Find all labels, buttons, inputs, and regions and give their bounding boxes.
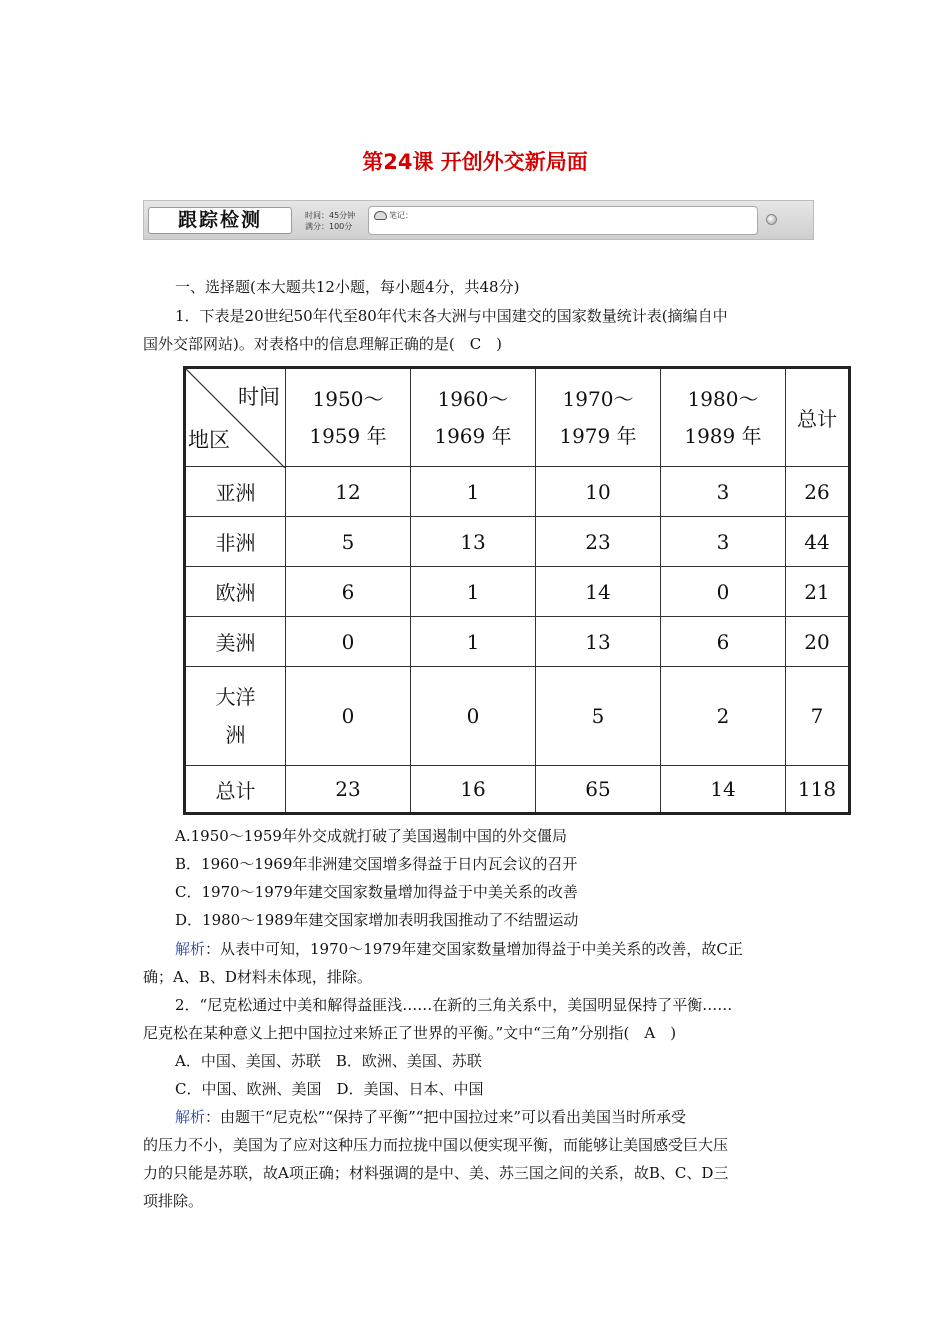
q1-analysis-line1: 解析：从表中可知，1970～1979年建交国家数量增加得益于中美关系的改善，故C正 [175,940,743,958]
q1-option-c: C．1970～1979年建交国家数量增加得益于中美关系的改善 [175,883,578,901]
banner-tag: 跟踪检测 [148,207,292,234]
tracking-banner [143,200,814,240]
q1-stem-line2: 国外交部网站)。对表格中的信息理解正确的是( C ) [143,335,503,353]
period-header: 1980～ 1989 年 [661,368,786,467]
full-score: 满分：100分 [305,222,353,231]
table-row [185,517,850,567]
total-header: 总计 [786,368,850,467]
value-cell: 14 [661,766,786,814]
period-header: 1970～ 1979 年 [536,368,661,467]
banner-meta [305,210,355,232]
value-cell: 14 [536,567,661,617]
value-cell: 3 [661,467,786,517]
analysis-label: 解析 [175,940,206,958]
region-cell: 美洲 [185,617,286,667]
section-heading: 一、选择题(本大题共12小题，每小题4分，共48分) [175,278,520,296]
value-cell: 23 [536,517,661,567]
total-cell: 118 [786,766,850,814]
value-cell: 6 [286,567,411,617]
total-cell: 44 [786,517,850,567]
value-cell: 1 [411,567,536,617]
total-cell: 7 [786,667,850,766]
value-cell: 23 [286,766,411,814]
value-cell: 2 [661,667,786,766]
value-cell: 10 [536,467,661,517]
region-cell: 大洋 洲 [185,667,286,766]
period-header: 1950～ 1959 年 [286,368,411,467]
value-cell: 0 [661,567,786,617]
value-cell: 0 [286,617,411,667]
q2-options-line2: C．中国、欧洲、美国 D．美国、日本、中国 [175,1080,484,1098]
value-cell: 3 [661,517,786,567]
value-cell: 0 [286,667,411,766]
notes-field[interactable] [368,206,758,235]
q2-analysis-line4: 项排除。 [143,1192,204,1210]
value-cell: 13 [411,517,536,567]
table-row [185,467,850,517]
table-row [185,567,850,617]
q2-analysis-line2: 的压力不小，美国为了应对这种压力而拉拢中国以便实现平衡，而能够让美国感受巨大压 [143,1136,729,1154]
region-cell: 欧洲 [185,567,286,617]
value-cell: 1 [411,617,536,667]
value-cell: 6 [661,617,786,667]
period-header: 1960～ 1969 年 [411,368,536,467]
value-cell: 13 [536,617,661,667]
table-row [185,667,850,766]
circle-icon[interactable] [766,214,777,225]
corner-time: 时间 [238,385,280,409]
value-cell: 0 [411,667,536,766]
data-table [183,366,851,815]
q1-stem-line1: 1．下表是20世纪50年代至80年代末各大洲与中国建交的国家数量统计表(摘编自中 [175,307,728,325]
q2-analysis-line1: 解析：由题干“尼克松”“保持了平衡”“把中国拉过来”可以看出美国当时所承受 [175,1108,687,1126]
q2-analysis-line3: 力的只能是苏联，故A项正确；材料强调的是中、美、苏三国之间的关系，故B、C、D三 [143,1164,729,1182]
cloud-icon [374,211,387,220]
table-row [185,617,850,667]
notes-label: 笔记： [389,211,413,220]
value-cell: 12 [286,467,411,517]
table-row [185,766,850,814]
analysis-label: 解析 [175,1108,206,1126]
q2-stem-line1: 2．“尼克松通过中美和解得益匪浅……在新的三角关系中，美国明显保持了平衡…… [175,996,733,1014]
time-limit: 时间：45分钟 [305,211,356,220]
total-cell: 20 [786,617,850,667]
q2-options-line1: A．中国、美国、苏联 B．欧洲、美国、苏联 [175,1052,482,1070]
page-title: 第24课 开创外交新局面 [362,150,588,174]
region-cell: 非洲 [185,517,286,567]
total-cell: 21 [786,567,850,617]
q1-analysis-line2: 确；A、B、D材料未体现，排除。 [143,968,372,986]
corner-header [185,368,286,467]
q1-option-a: A.1950～1959年外交成就打破了美国遏制中国的外交僵局 [175,827,567,845]
q2-stem-line2: 尼克松在某种意义上把中国拉过来矫正了世界的平衡。”文中“三角”分别指( A ) [143,1024,677,1042]
value-cell: 16 [411,766,536,814]
q1-option-b: B．1960～1969年非洲建交国增多得益于日内瓦会议的召开 [175,855,578,873]
value-cell: 5 [536,667,661,766]
q1-option-d: D．1980～1989年建交国家增加表明我国推动了不结盟运动 [175,911,579,929]
corner-region: 地区 [188,428,230,452]
total-cell: 26 [786,467,850,517]
region-cell: 亚洲 [185,467,286,517]
value-cell: 65 [536,766,661,814]
region-cell: 总计 [185,766,286,814]
value-cell: 5 [286,517,411,567]
value-cell: 1 [411,467,536,517]
